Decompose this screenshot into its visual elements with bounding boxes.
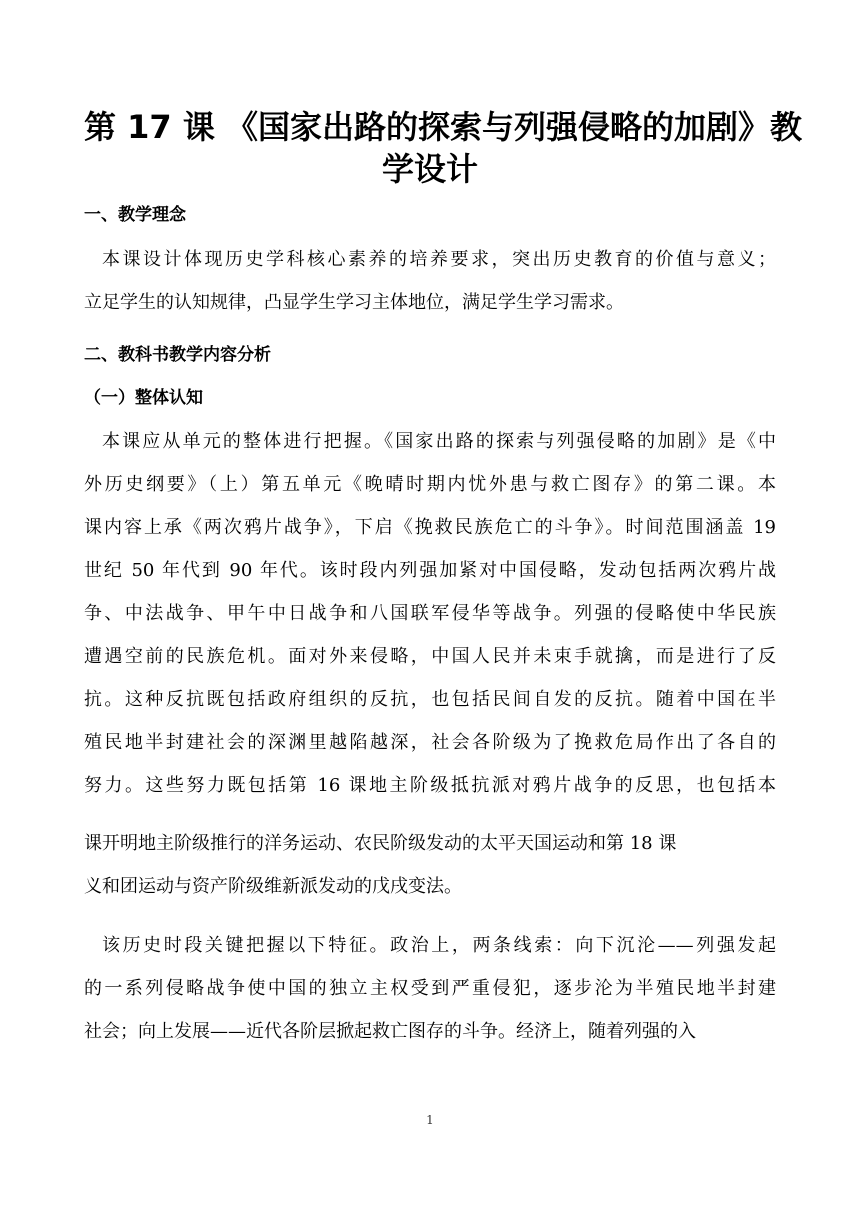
paragraph-line: 义和团运动与资产阶级维新派发动的戊戌变法。 <box>84 876 462 897</box>
paragraph-line: 努力。这些努力既包括第 16 课地主阶级抵抗派对鸦片战争的反思，也包括本 <box>84 775 776 796</box>
paragraph-line: 立足学生的认知规律，凸显学生学习主体地位，满足学生学习需求。 <box>84 292 624 313</box>
section-heading-textbook-analysis: 二、教科书教学内容分析 <box>84 345 271 365</box>
subheading-overall-cognition: （一）整体认知 <box>84 388 203 408</box>
paragraph-line: 外历史纲要》（上）第五单元《晚晴时期内忧外患与救亡图存》的第二课。本 <box>84 474 776 495</box>
paragraph-line: 世纪 50 年代到 90 年代。该时段内列强加紧对中国侵略，发动包括两次鸦片战 <box>84 560 776 581</box>
paragraph-line: 本课应从单元的整体进行把握。《国家出路的探索与列强侵略的加剧》是《中 <box>102 431 776 452</box>
document-title-line-1: 第 17 课 《国家出路的探索与列强侵略的加剧》教 <box>84 108 802 146</box>
paragraph-line: 课开明地主阶级推行的洋务运动、农民阶级发动的太平天国运动和第 18 课 <box>84 833 677 854</box>
paragraph-line: 遭遇空前的民族危机。面对外来侵略，中国人民并未束手就擒，而是进行了反 <box>84 646 776 667</box>
paragraph-line: 该历史时段关键把握以下特征。政治上，两条线索：向下沉沦——列强发起 <box>102 935 776 956</box>
paragraph-line: 本课设计体现历史学科核心素养的培养要求，突出历史教育的价值与意义； <box>102 249 776 270</box>
document-title-line-2: 学设计 <box>381 150 478 188</box>
paragraph-line: 抗。这种反抗既包括政府组织的反抗，也包括民间自发的反抗。随着中国在半 <box>84 689 776 710</box>
section-heading-teaching-philosophy: 一、教学理念 <box>84 205 186 225</box>
page-number: 1 <box>426 1113 434 1127</box>
paragraph-line: 的一系列侵略战争使中国的独立主权受到严重侵犯，逐步沦为半殖民地半封建 <box>84 978 776 999</box>
paragraph-line: 争、中法战争、甲午中日战争和八国联军侵华等战争。列强的侵略使中华民族 <box>84 603 776 624</box>
paragraph-line: 社会；向上发展——近代各阶层掀起救亡图存的斗争。经济上，随着列强的入 <box>84 1021 696 1042</box>
paragraph-line: 殖民地半封建社会的深渊里越陷越深，社会各阶级为了挽救危局作出了各自的 <box>84 732 776 753</box>
paragraph-line: 课内容上承《两次鸦片战争》，下启《挽救民族危亡的斗争》。时间范围涵盖 19 <box>84 517 776 538</box>
